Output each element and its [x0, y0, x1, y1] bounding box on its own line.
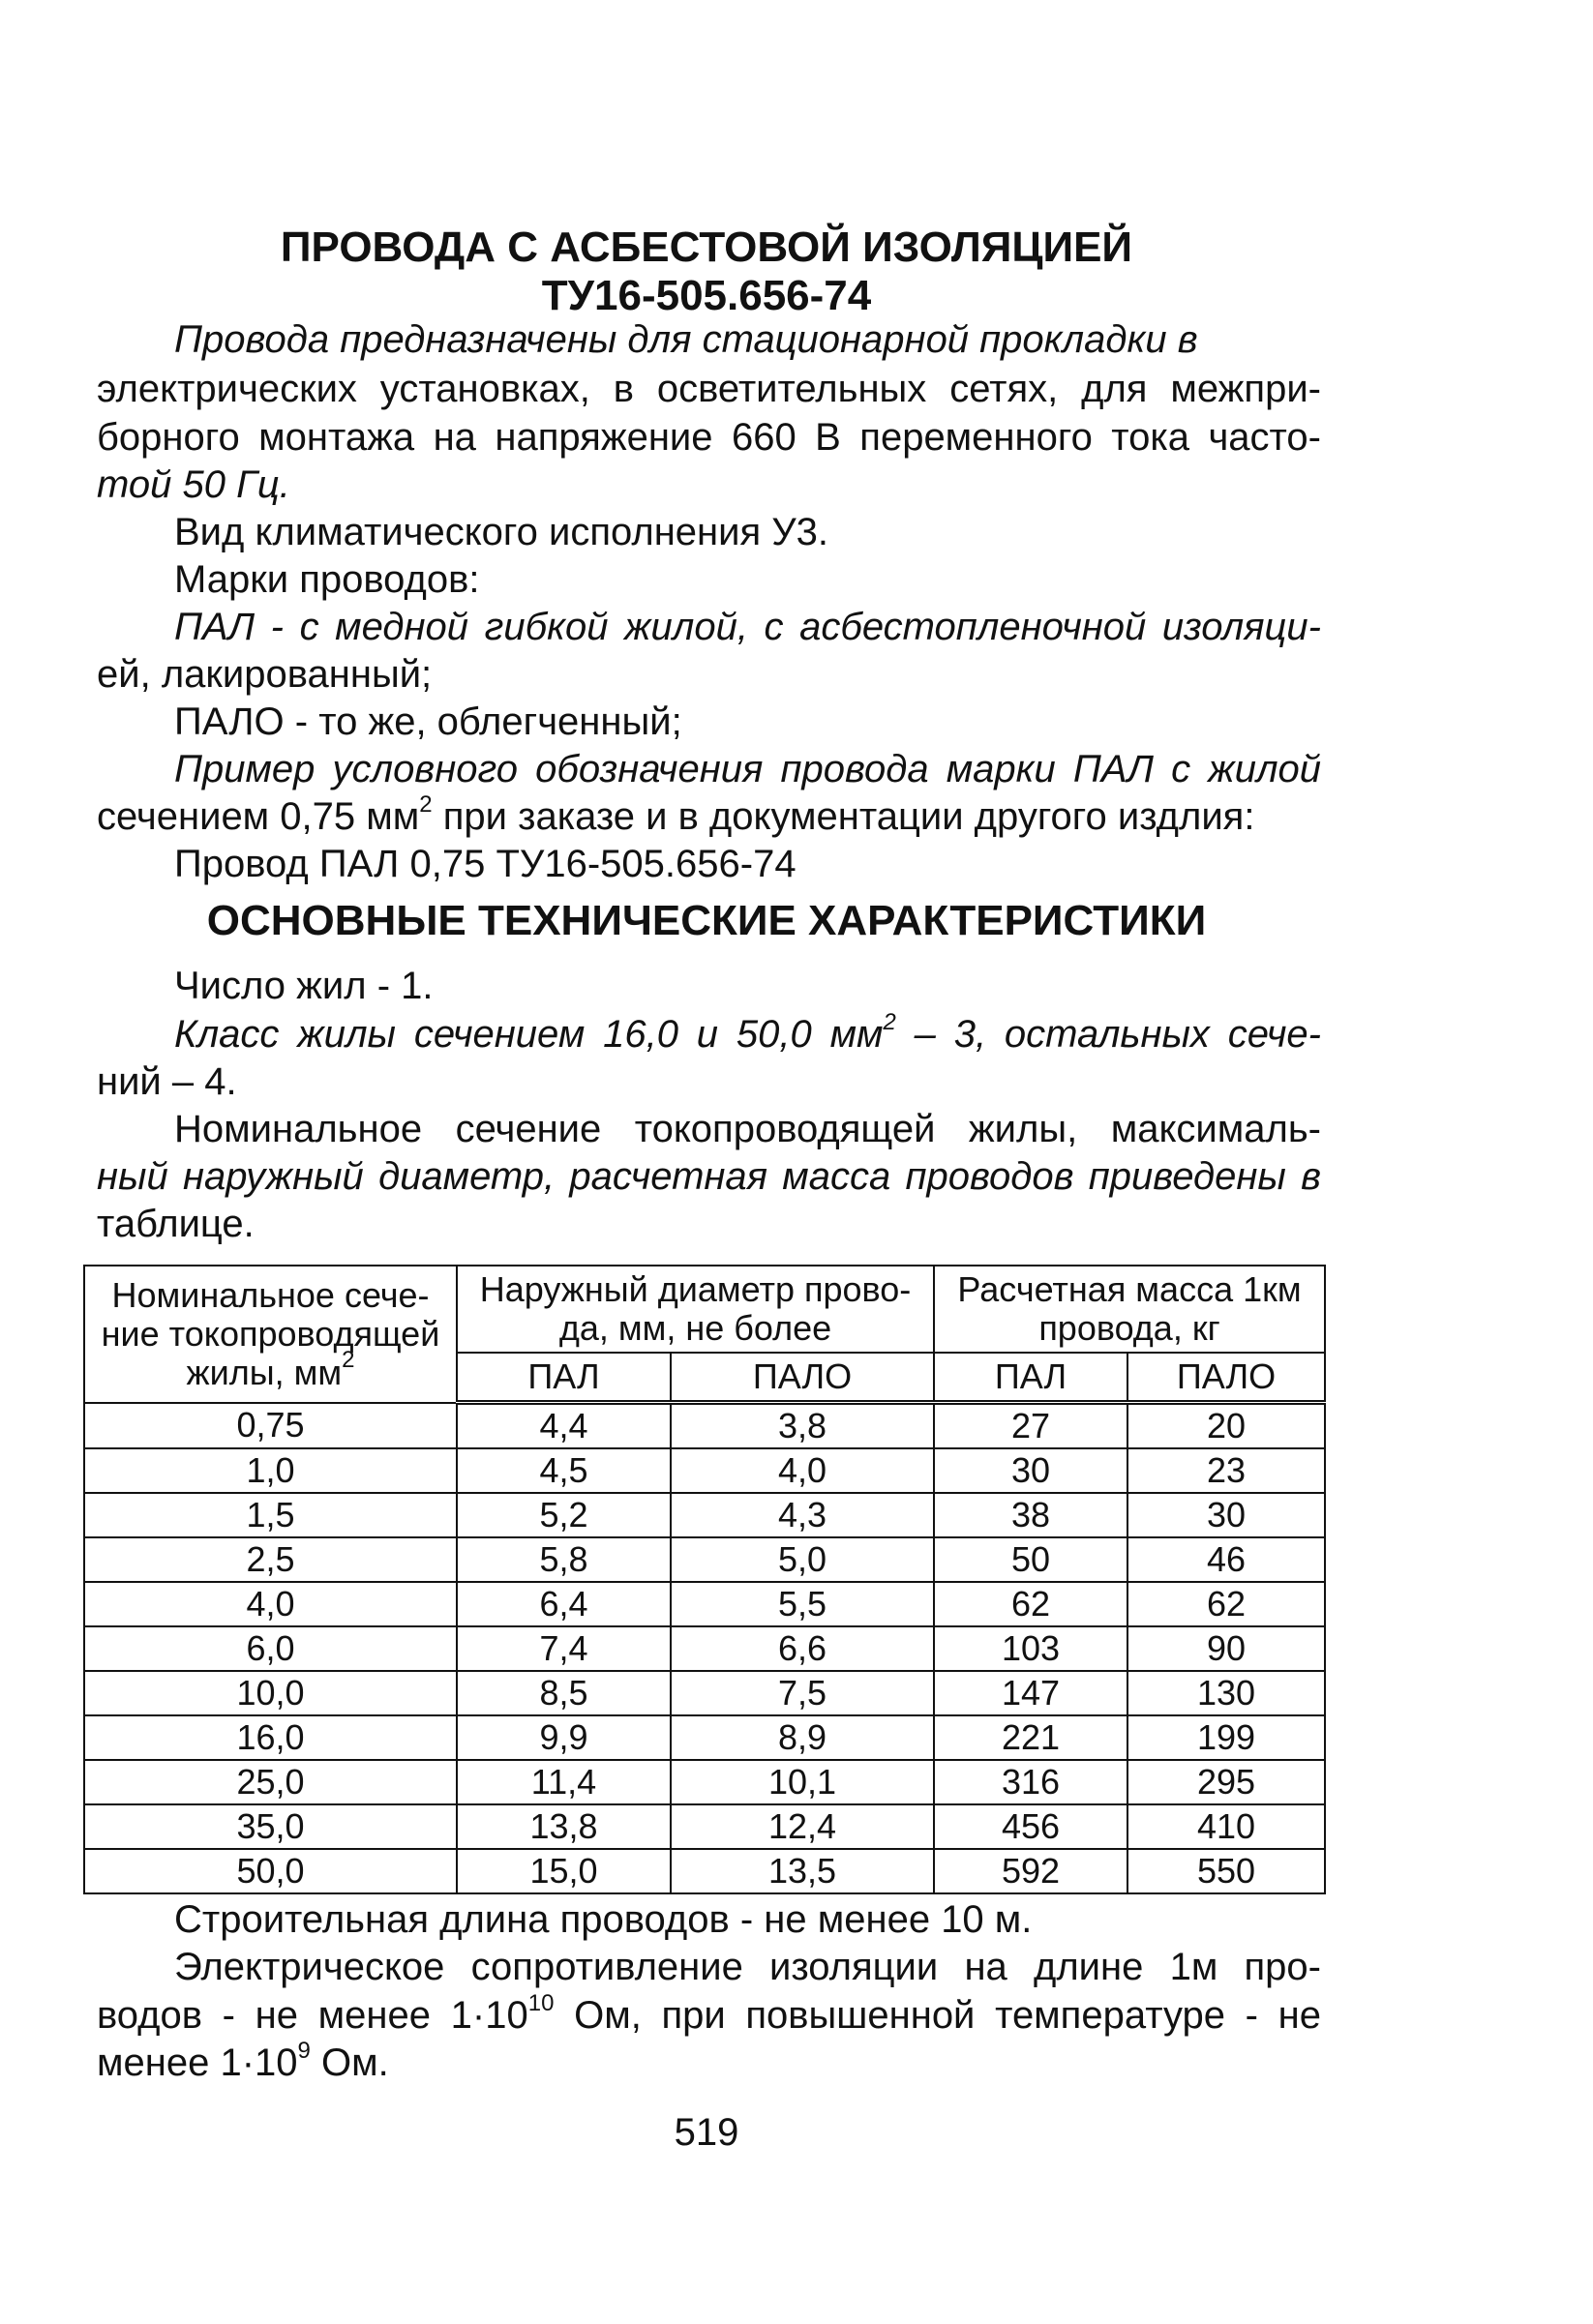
table-cell: 8,5: [457, 1671, 671, 1715]
table-cell: 7,5: [671, 1671, 934, 1715]
table-row: [84, 1448, 1325, 1493]
climate-text: Вид климатического исполнения У3.: [174, 511, 829, 553]
table-cell: 13,5: [671, 1849, 934, 1893]
intro-line-4: той 50 Гц.: [97, 463, 290, 506]
brands-label: Марки проводов:: [174, 558, 480, 601]
table-intro-line-1: Номинальное сечение токопроводящей жилы, максималь-: [174, 1108, 1321, 1150]
table-cell: 5,2: [457, 1493, 671, 1537]
standard-code: ТУ16-505.656-74: [541, 272, 872, 319]
table-row: [84, 1626, 1325, 1671]
brand-palo: ПАЛО - то же, облегченный;: [174, 700, 682, 743]
table-cell: 0,75: [84, 1403, 457, 1449]
table-cell: 20: [1127, 1403, 1325, 1449]
table-cell: 6,4: [457, 1582, 671, 1626]
table-cell: 456: [934, 1804, 1127, 1849]
table-cell: 23: [1127, 1448, 1325, 1493]
table-cell: 3,8: [671, 1403, 934, 1449]
table-row: [84, 1760, 1325, 1804]
table-cell: 12,4: [671, 1804, 934, 1849]
table-row: [84, 1537, 1325, 1582]
header-mass: Расчетная масса 1км провода, кг: [934, 1266, 1325, 1353]
table-row: [84, 1715, 1325, 1760]
example-designation: Провод ПАЛ 0,75 ТУ16-505.656-74: [174, 843, 796, 885]
table-row: [84, 1849, 1325, 1893]
subheader-diam-pal: ПАЛ: [457, 1353, 671, 1403]
table-header-row: [84, 1266, 1325, 1353]
resistance-line-3: менее $1\cdot 10^9$ Ом.: [97, 2038, 389, 2084]
table-cell: 5,0: [671, 1537, 934, 1582]
table-cell: 35,0: [84, 1804, 457, 1849]
header-outer-diameter: Наружный диаметр прово-да, мм, не более: [457, 1266, 934, 1353]
table-cell: 103: [934, 1626, 1127, 1671]
table-cell: 4,0: [671, 1448, 934, 1493]
table-cell: 46: [1127, 1537, 1325, 1582]
intro-line-2: электрических установках, в осветительных сетях, для межпри-: [97, 368, 1321, 410]
intro-line-1: Провода предназначены для стационарной прокладки в: [174, 318, 1198, 361]
table-cell: 10,1: [671, 1760, 934, 1804]
table-cell: 50,0: [84, 1849, 457, 1893]
table-cell: 147: [934, 1671, 1127, 1715]
brand-pal-line-2: ей, лакированный;: [97, 653, 433, 696]
table-cell: 8,9: [671, 1715, 934, 1760]
table-cell: 1,0: [84, 1448, 457, 1493]
table-cell: 15,0: [457, 1849, 671, 1893]
table-cell: 5,8: [457, 1537, 671, 1582]
header-cross-section: Номинальное сече-ние токопроводящей жилы, $мм^2$: [84, 1266, 457, 1403]
resistance-line-2: водов - не менее $1\cdot 10^{10}$ Ом, при повышенной температуре - не: [97, 1990, 1322, 2037]
table-row: [84, 1582, 1325, 1626]
table-cell: 221: [934, 1715, 1127, 1760]
table-cell: 130: [1127, 1671, 1325, 1715]
table-cell: 7,4: [457, 1626, 671, 1671]
page-title: ПРОВОДА С АСБЕСТОВОЙ ИЗОЛЯЦИЕЙ: [280, 223, 1133, 271]
subheader-mass-palo: ПАЛО: [1127, 1353, 1325, 1403]
resistance-line-1: Электрическое сопротивление изоляции на длине 1м про-: [174, 1946, 1321, 1988]
table-cell: 30: [934, 1448, 1127, 1493]
table-row: [84, 1403, 1325, 1449]
table-cell: 62: [934, 1582, 1127, 1626]
subheader-diam-palo: ПАЛО: [671, 1353, 934, 1403]
table-cell: 25,0: [84, 1760, 457, 1804]
table-cell: 11,4: [457, 1760, 671, 1804]
table-cell: 592: [934, 1849, 1127, 1893]
spec-table: [83, 1265, 1326, 1894]
cores-text: Число жил - 1.: [174, 965, 434, 1007]
table-cell: 6,0: [84, 1626, 457, 1671]
table-cell: 5,5: [671, 1582, 934, 1626]
table-cell: 316: [934, 1760, 1127, 1804]
table-cell: 62: [1127, 1582, 1325, 1626]
table-cell: 10,0: [84, 1671, 457, 1715]
table-intro-line-2: ный наружный диаметр, расчетная масса проводов приведены в: [97, 1155, 1321, 1198]
table-cell: 50: [934, 1537, 1127, 1582]
table-cell: 4,4: [457, 1403, 671, 1449]
example-line-1: Пример условного обозначения провода марки ПАЛ с жилой: [174, 748, 1321, 790]
table-cell: 550: [1127, 1849, 1325, 1893]
section-title: ОСНОВНЫЕ ТЕХНИЧЕСКИЕ ХАРАКТЕРИСТИКИ: [206, 897, 1207, 944]
brand-pal-line-1: ПАЛ - с медной гибкой жилой, с асбестопленочной изоляци-: [174, 606, 1321, 648]
intro-line-3: борного монтажа на напряжение 660 В переменного тока часто-: [97, 416, 1321, 459]
table-cell: 16,0: [84, 1715, 457, 1760]
table-cell: 9,9: [457, 1715, 671, 1760]
core-class-line-2: ний – 4.: [97, 1060, 237, 1103]
page-number: 519: [674, 2111, 739, 2154]
table-row: [84, 1493, 1325, 1537]
table-cell: 199: [1127, 1715, 1325, 1760]
table-cell: 13,8: [457, 1804, 671, 1849]
table-cell: 6,6: [671, 1626, 934, 1671]
core-class-line-1: Класс жилы сечением 16,0 и 50,0 $мм^2 - 3$, остальных сече-: [174, 1009, 1322, 1056]
table-row: [84, 1804, 1325, 1849]
table-cell: 295: [1127, 1760, 1325, 1804]
table-cell: 38: [934, 1493, 1127, 1537]
table-intro-line-3: таблице.: [97, 1203, 255, 1245]
table-cell: 2,5: [84, 1537, 457, 1582]
subheader-mass-pal: ПАЛ: [934, 1353, 1127, 1403]
table-row: [84, 1671, 1325, 1715]
table-cell: 410: [1127, 1804, 1325, 1849]
table-cell: 90: [1127, 1626, 1325, 1671]
example-line-2: сечением 0,75 $мм^2$ при заказе и в документации другого издлия:: [97, 791, 1255, 838]
table-cell: 30: [1127, 1493, 1325, 1537]
table-cell: 1,5: [84, 1493, 457, 1537]
table-cell: 4,0: [84, 1582, 457, 1626]
table-cell: 4,5: [457, 1448, 671, 1493]
table-cell: 27: [934, 1403, 1127, 1449]
length-text: Строительная длина проводов - не менее 10 м.: [174, 1898, 1033, 1941]
table-cell: 4,3: [671, 1493, 934, 1537]
